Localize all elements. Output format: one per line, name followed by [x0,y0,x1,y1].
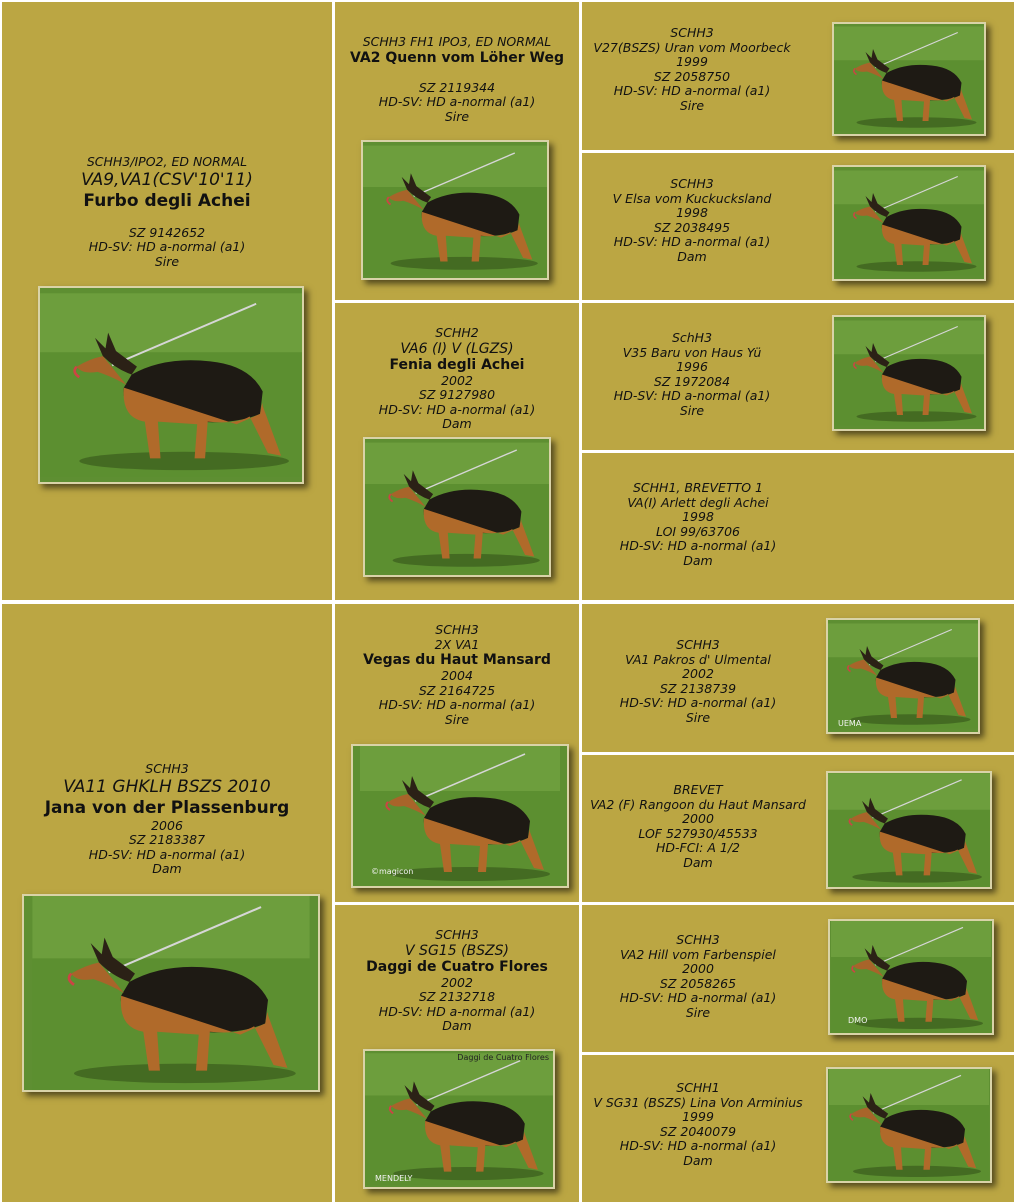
registration: SZ 9142652 [128,224,206,240]
role-label: Sire [154,253,180,269]
award-line: V SG15 (BSZS) [405,942,509,959]
dog-photo [38,286,304,484]
title-line: SCHH3 [676,932,720,947]
grandparent-text [582,26,802,113]
hip-score: HD-SV: HD a-normal (a1) [613,83,771,98]
birth-year: 2006 [151,817,183,833]
main-dog-text [2,155,332,269]
registration: SZ 2040079 [659,1123,737,1139]
pedigree-sire-cell [335,2,579,300]
title-line: SCHH3 [676,637,720,652]
photo-watermark: ©magicon [371,867,414,876]
dog-name: VA2 (F) Rangoon du Haut Mansard [590,796,806,812]
main-dog-text [2,762,332,877]
title-line: SCHH3 [145,761,189,776]
registration: SZ 2058750 [653,68,731,84]
registration: SZ 2138739 [659,680,737,696]
birth-year: 2004 [441,668,473,683]
photo-watermark: UEMA [838,719,862,728]
award-line: 2X VA1 [434,636,480,652]
title-line: SCHH1, BREVETTO 1 [632,480,763,495]
hip-score: HD-SV: HD a-normal (a1) [88,846,246,862]
grandparent-text [582,783,814,870]
grandparent-text [582,933,814,1020]
award-line: VA9,VA1(CSV'10'11) [81,169,253,190]
dog-name: VA2 Quenn vom Löher Weg [350,49,564,66]
dog-photo [832,315,986,431]
role-label: Sire [685,709,711,725]
birth-year: 2002 [441,974,473,990]
hip-score: HD-SV: HD a-normal (a1) [619,1138,777,1153]
pedigree-grandparent-cell [582,153,1014,300]
dog-name: VA(I) Arlett degli Achei [627,494,769,510]
role-label: Dam [677,248,707,264]
registration: SZ 2119344 [418,79,496,95]
dam-text [335,928,579,1034]
role-label: Sire [444,711,470,727]
grandparent-text [582,331,802,418]
hip-score: HD-SV: HD a-normal (a1) [613,234,771,249]
grandparent-text [582,177,802,264]
pedigree-dam-cell [335,303,579,600]
dog-name: Daggi de Cuatro Flores [366,958,548,975]
role-label: Sire [679,402,705,418]
title-line: SCHH3 [670,176,714,191]
hip-score: HD-SV: HD a-normal (a1) [378,697,536,712]
title-line: SCHH3 FH1 IPO3, ED NORMAL [362,34,552,49]
award-line: VA6 (I) V (LGZS) [400,340,514,357]
photo-watermark: MENDELY [375,1174,413,1183]
dog-photo [361,140,549,280]
registration: LOF 527930/45533 [638,825,758,841]
registration: SZ 2038495 [653,219,731,235]
birth-year: 1996 [676,359,708,374]
hip-score: HD-SV: HD a-normal (a1) [619,538,777,553]
dog-photo [363,437,551,577]
birth-year: 1998 [682,509,714,524]
dog-name: Furbo degli Achei [83,190,251,211]
title-line: SCHH3/IPO2, ED NORMAL [86,154,248,169]
dog-photo [22,894,320,1092]
title-line: SCHH3 [435,927,479,942]
pedigree-main-cell [2,2,332,600]
dog-name: Fenia degli Achei [389,356,525,373]
birth-year: 1999 [676,54,708,69]
role-label: Sire [679,97,705,113]
dog-name: V SG31 (BSZS) Lina Von Arminius [593,1094,803,1110]
hip-score: HD-SV: HD a-normal (a1) [88,239,246,254]
photo-watermark: Daggi de Cuatro Flores [457,1053,549,1062]
dog-name: V35 Baru von Haus Yü [622,344,762,360]
dog-photo [828,919,994,1035]
pedigree-grandparent-cell [582,303,1014,450]
hip-score: HD-FCI: A 1/2 [656,840,740,855]
role-label: Dam [152,861,182,876]
birth-year: 1999 [682,1109,714,1124]
award-line: VA11 GHKLH BSZS 2010 [63,776,271,797]
birth-year: 2000 [682,811,714,826]
title-line: SCHH1 [676,1080,720,1095]
hip-score: HD-SV: HD a-normal (a1) [378,1003,536,1019]
title-line: SCHH2 [435,325,479,340]
photo-watermark: DMO [848,1016,868,1025]
pedigree-grandparent-cell [582,2,1014,150]
registration: SZ 9127980 [418,387,496,402]
birth-year: 2000 [682,961,714,976]
pedigree-grandparent-cell [582,1055,1014,1202]
role-label: Sire [444,108,470,124]
role-label: Dam [683,1152,713,1168]
hip-score: HD-SV: HD a-normal (a1) [378,94,536,109]
registration: SZ 2058265 [659,975,737,991]
role-label: Dam [683,854,713,870]
title-line: BREVET [673,782,723,797]
dog-name: VA1 Pakros d' Ulmental [625,651,771,667]
hip-score: HD-SV: HD a-normal (a1) [619,695,777,710]
dog-photo [363,1049,555,1189]
dog-name: V Elsa vom Kuckucksland [612,190,772,206]
role-label: Sire [685,1004,711,1020]
role-label: Dam [683,552,713,568]
dog-name: V27(BSZS) Uran vom Moorbeck [593,39,791,55]
hip-score: HD-SV: HD a-normal (a1) [378,401,536,417]
registration: LOI 99/63706 [656,523,740,539]
dam-text [335,326,579,432]
dog-photo [826,618,980,734]
pedigree-main-cell [2,604,332,1202]
registration: SZ 2164725 [418,682,496,698]
dog-name: VA2 Hill vom Farbenspiel [620,946,776,962]
dog-name: Vegas du Haut Mansard [363,652,551,668]
dog-name: Jana von der Plassenburg [44,797,290,818]
pedigree-grandparent-cell [582,453,1014,600]
pedigree-grandparent-cell [582,905,1014,1052]
role-label: Dam [442,1018,472,1033]
registration: SZ 1972084 [653,373,731,389]
pedigree-grandparent-cell [582,755,1014,902]
birth-year: 2002 [682,666,714,681]
pedigree-sire-cell [335,604,579,902]
dog-photo [351,744,569,888]
birth-year: 2002 [441,372,473,388]
title-line: SCHH3 [670,25,714,40]
grandparent-text [582,638,814,725]
pedigree-grandparent-cell [582,604,1014,752]
dog-photo [826,1067,992,1183]
birth-year: 1998 [676,205,708,220]
grandparent-text [582,1081,814,1168]
pedigree-dam-cell [335,905,579,1202]
hip-score: HD-SV: HD a-normal (a1) [619,990,777,1005]
sire-text [335,35,579,124]
registration: SZ 2132718 [418,989,496,1004]
grandparent-text [582,481,814,568]
title-line: SCHH3 [435,622,479,637]
title-line: SchH3 [671,330,713,345]
sire-text [335,623,579,727]
hip-score: HD-SV: HD a-normal (a1) [613,388,771,403]
dog-photo [832,165,986,281]
dog-photo [826,771,992,889]
role-label: Dam [442,416,472,431]
dog-photo [832,22,986,136]
registration: SZ 2183387 [128,832,206,847]
